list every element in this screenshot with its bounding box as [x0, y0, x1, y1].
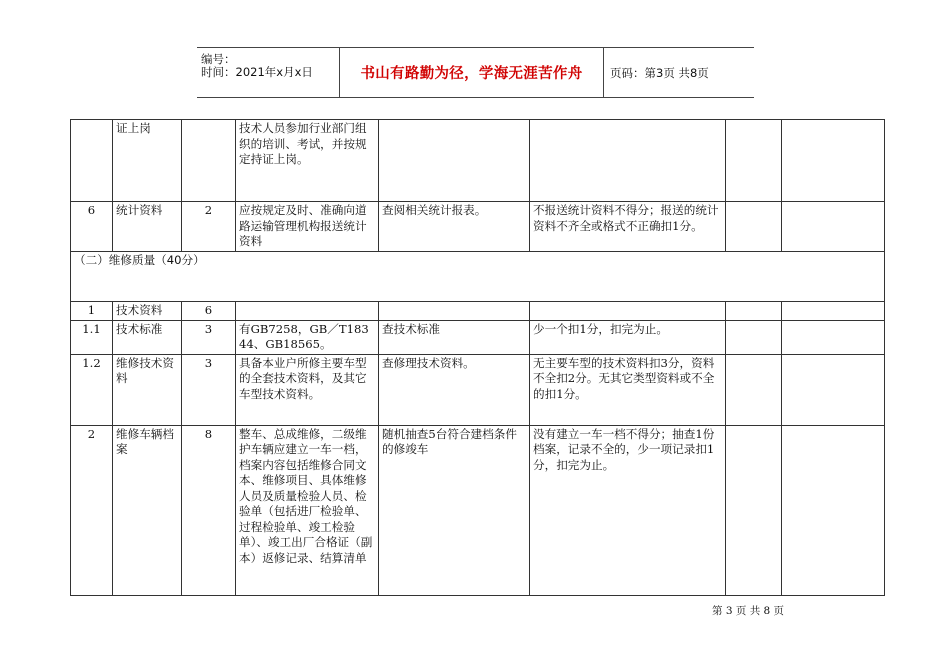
row-number-cell: 1.1 [71, 320, 113, 354]
requirement-cell: 具备本业户所修主要车型的全套技术资料，及其它车型技术资料。 [236, 354, 379, 425]
check-method-cell: 随机抽查5台符合建档条件的修竣车 [379, 425, 530, 595]
table-row [71, 301, 885, 320]
scoring-criteria-cell [530, 301, 726, 320]
self-score-cell [726, 354, 782, 425]
row-number-cell: 2 [71, 425, 113, 595]
item-name-cell: 维修车辆档案 [113, 425, 182, 595]
header-motto: 书山有路勤为径，学海无涯苦作舟 [340, 48, 604, 97]
assessed-score-cell [782, 320, 885, 354]
section-title: （二）维修质量（40分） [71, 251, 885, 301]
table-row [71, 354, 885, 425]
assessed-score-cell [782, 425, 885, 595]
scoring-criteria-cell: 没有建立一车一档不得分；抽查1份档案，记录不全的，少一项记录扣1分，扣完为止。 [530, 425, 726, 595]
self-score-cell [726, 120, 782, 202]
header-number: 编号： [201, 52, 236, 66]
header-page: 页码：第3页 共8页 [610, 65, 709, 80]
self-score-cell [726, 301, 782, 320]
score-cell: 3 [182, 354, 236, 425]
page-footer: 第 3 页 共 8 页 [712, 605, 785, 617]
check-method-cell: 查修理技术资料。 [379, 354, 530, 425]
row-number-cell: 1.2 [71, 354, 113, 425]
page-header [197, 47, 754, 98]
check-method-cell [379, 301, 530, 320]
assessment-table [70, 119, 885, 596]
item-name-cell: 统计资料 [113, 202, 182, 252]
score-cell: 8 [182, 425, 236, 595]
header-info [197, 48, 340, 97]
row-number-cell: 1 [71, 301, 113, 320]
requirement-cell: 应按规定及时、准确向道路运输管理机构报送统计资料 [236, 202, 379, 252]
scoring-criteria-cell: 无主要车型的技术资料扣3分，资料不全扣2分。无其它类型资料或不全的扣1分。 [530, 354, 726, 425]
row-number-cell [71, 120, 113, 202]
table-row [71, 202, 885, 252]
scoring-criteria-cell: 不报送统计资料不得分；报送的统计资料不齐全或格式不正确扣1分。 [530, 202, 726, 252]
row-number-cell: 6 [71, 202, 113, 252]
table-row [71, 425, 885, 595]
table-row [71, 120, 885, 202]
check-method-cell [379, 120, 530, 202]
table-row [71, 320, 885, 354]
self-score-cell [726, 320, 782, 354]
requirement-cell [236, 301, 379, 320]
assessed-score-cell [782, 202, 885, 252]
score-cell: 6 [182, 301, 236, 320]
item-name-cell: 技术标准 [113, 320, 182, 354]
self-score-cell [726, 202, 782, 252]
assessed-score-cell [782, 354, 885, 425]
item-name-cell: 证上岗 [113, 120, 182, 202]
section-row [71, 251, 885, 301]
requirement-cell: 技术人员参加行业部门组织的培训、考试，并按规定持证上岗。 [236, 120, 379, 202]
check-method-cell: 查技术标准 [379, 320, 530, 354]
requirement-cell: 有GB7258，GB／T18344、GB18565。 [236, 320, 379, 354]
score-cell: 2 [182, 202, 236, 252]
scoring-criteria-cell [530, 120, 726, 202]
assessed-score-cell [782, 120, 885, 202]
score-cell: 3 [182, 320, 236, 354]
header-time: 时间：2021年x月x日 [201, 65, 313, 79]
item-name-cell: 技术资料 [113, 301, 182, 320]
assessed-score-cell [782, 301, 885, 320]
score-cell [182, 120, 236, 202]
item-name-cell: 维修技术资料 [113, 354, 182, 425]
scoring-criteria-cell: 少一个扣1分，扣完为止。 [530, 320, 726, 354]
check-method-cell: 查阅相关统计报表。 [379, 202, 530, 252]
self-score-cell [726, 425, 782, 595]
requirement-cell: 整车、总成维修，二级维护车辆应建立一车一档，档案内容包括维修合同文本、维修项目、具体维修人员及质量检验人员、检验单（包括进厂检验单、过程检验单、竣工检验单）、竣工出厂合格证（副本）返修记录、结算清单 [236, 425, 379, 595]
